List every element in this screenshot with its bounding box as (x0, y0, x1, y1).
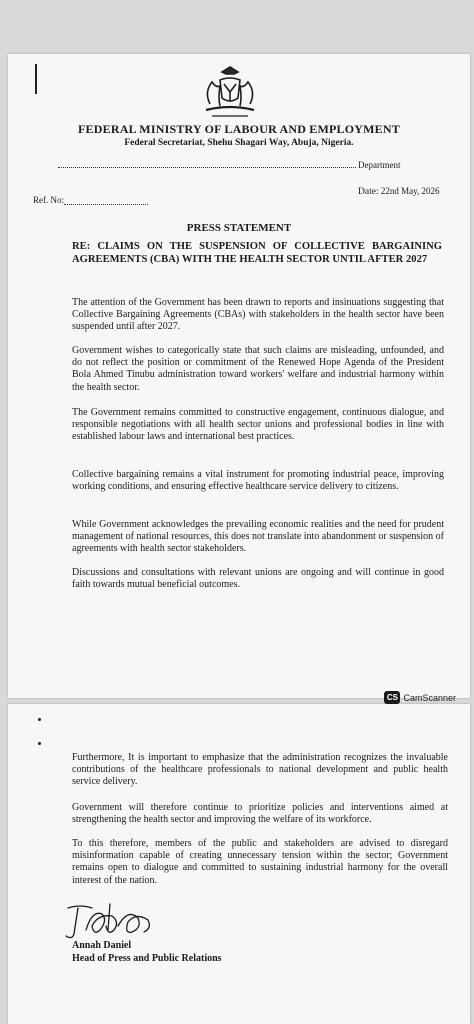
paragraph-2: Government wishes to categorically state that such claims are misleading, unfounded, and do not reflect the position or commitment of the Renewed Hope Agenda of the President Bola Ahmed Tinubu administration toward workers' welfare and industrial harmony within the health sector. (72, 345, 444, 393)
coat-of-arms-icon (198, 64, 262, 122)
ministry-address: Federal Secretariat, Shehu Shagari Way, Abuja, Nigeria. (124, 138, 354, 148)
date-row (358, 186, 440, 197)
scan-speck (38, 742, 41, 745)
handwritten-signature (62, 900, 172, 942)
department-label: Department (358, 160, 401, 170)
document-page-1 (8, 54, 470, 703)
paragraph-1: The attention of the Government has been drawn to reports and insinuations suggesting that Collective Bargaining Agreements (CBAs) with stakeholders in the health sector have been suspended until after 2027. (72, 297, 444, 333)
pen-stroke-mark (35, 64, 37, 94)
camscanner-label: CamScanner (403, 692, 456, 703)
date-label: Date: (358, 187, 379, 197)
department-dotted-line (58, 166, 356, 168)
scan-speck (38, 718, 41, 721)
signatory-name: Annah Daniel (72, 940, 132, 951)
paragraph-3: The Government remains committed to constructive engagement, continuous dialogue, and responsible negotiations with all health sector unions and professional bodies in line with established labour laws and international best practices. (72, 407, 444, 443)
paragraph-6: Discussions and consultations with relevant unions are ongoing and will continue in good faith towards mutual beneficial outcomes. (72, 567, 444, 591)
re-subject-heading: RE: CLAIMS ON THE SUSPENSION OF COLLECTIVE BARGAINING AGREEMENTS (CBA) WITH THE HEALTH SECTOR UNTIL AFTER 2027 (72, 241, 442, 265)
paragraph-5: While Government acknowledges the prevailing economic realities and the need for prudent management of national resources, this does not translate into abandonment or suspension of agreements with health sector stakeholders. (72, 519, 444, 555)
ministry-title: FEDERAL MINISTRY OF LABOUR AND EMPLOYMENT (78, 122, 400, 136)
press-statement-heading: PRESS STATEMENT (186, 222, 292, 234)
ref-label: Ref. No: (33, 195, 64, 205)
ref-dotted-line (64, 204, 148, 205)
document-page-2 (8, 704, 470, 1024)
signatory-title: Head of Press and Public Relations (72, 953, 222, 964)
paragraph-7: Furthermore, It is important to emphasize that the administration recognizes the invaluable contributions of the healthcare professionals to national development and public health service delivery. (72, 752, 448, 788)
camscanner-badge (384, 691, 456, 704)
camscanner-icon: CS (384, 691, 400, 704)
paragraph-8: Government will therefore continue to prioritize policies and interventions aimed at strengthening the health sector and improving the welfare of its workforce. (72, 802, 448, 826)
paragraph-9: To this therefore, members of the public and stakeholders are advised to disregard misinformation capable of creating unnecessary tension within the sector; Government remains open to dialogue and committed to sustaining industrial harmony for the overall interest of the nation. (72, 838, 448, 886)
paragraph-4: Collective bargaining remains a vital instrument for promoting industrial peace, improving working conditions, and ensuring effective healthcare service delivery to citizens. (72, 469, 444, 493)
date-value: 22nd May, 2026 (380, 186, 440, 196)
